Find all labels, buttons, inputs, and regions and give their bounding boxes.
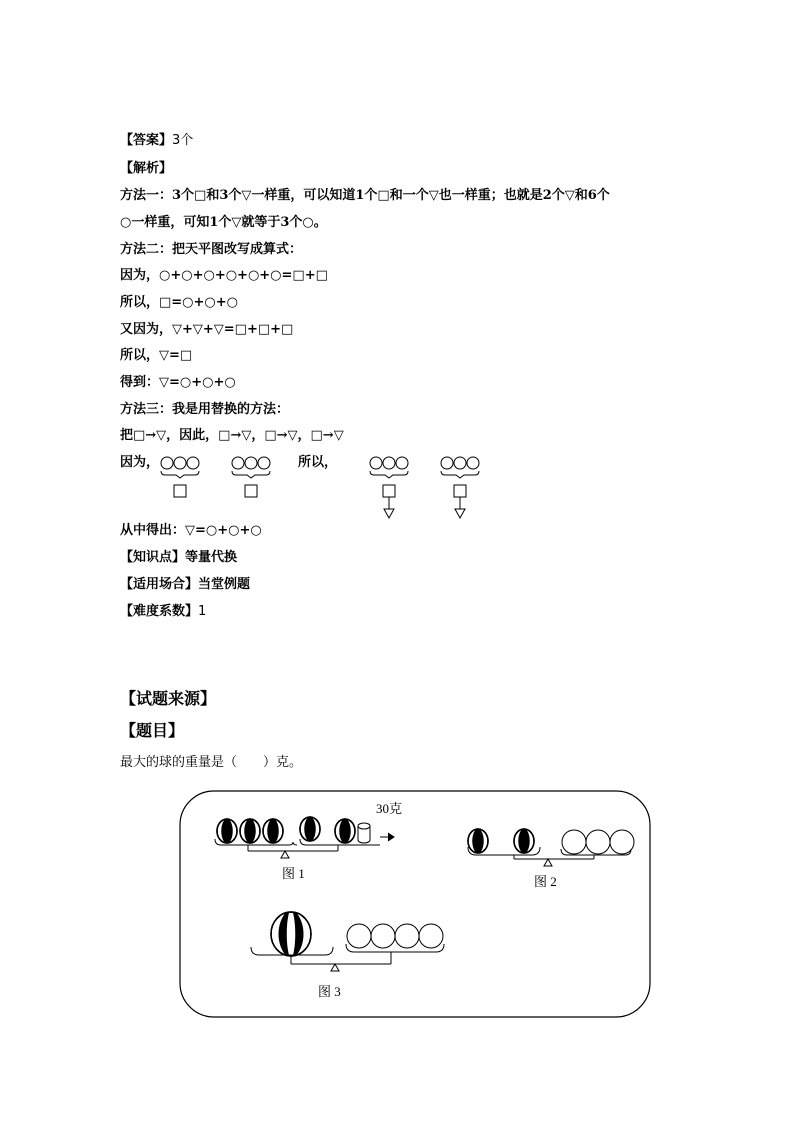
answer-label: 【答案】	[120, 133, 173, 148]
ball-icon	[240, 819, 260, 843]
method1-line2: ○一样重，可知1个▽就等于3个○。	[120, 215, 327, 230]
balance-1	[215, 801, 402, 881]
analysis-heading: 【解析】	[120, 161, 173, 176]
ball-icon	[300, 817, 320, 841]
knowledge-line	[120, 550, 237, 566]
difficulty-label: 【难度系数】	[120, 604, 199, 619]
method3-because: 因为，	[120, 455, 160, 470]
fig2-label: 图 2	[534, 874, 557, 889]
fig3-label: 图 3	[318, 984, 341, 999]
usage-label: 【适用场合】	[120, 577, 199, 592]
ball-icon	[468, 829, 488, 853]
method2-also: 又因为，▽+▽+▽=□+□+□	[120, 322, 294, 337]
ball-icon	[263, 819, 283, 843]
method3-replace: 把□→▽，因此，□→▽，□→▽，□→▽	[120, 428, 344, 443]
question-text: 最大的球的重量是（ ）克。	[120, 755, 303, 770]
replacement-diagram	[160, 454, 520, 519]
circle-group-2	[232, 457, 270, 497]
knowledge-value: 等量代换	[185, 550, 238, 565]
method3-title: 方法三：我是用替换的方法：	[120, 402, 290, 417]
weight-icon	[358, 823, 370, 843]
method2-so2: 所以，▽=□	[120, 348, 193, 363]
usage-line	[120, 577, 250, 593]
answer-line	[120, 133, 193, 149]
knowledge-label: 【知识点】	[120, 550, 186, 565]
method2-because: 因为，○+○+○+○+○+○=□+□	[120, 268, 328, 283]
source-heading: 【试题来源】	[120, 689, 217, 708]
ball-icon	[217, 819, 237, 843]
method1-line1: 方法一：3个□和3个▽一样重，可以知道1个□和一个▽也一样重；也就是2个▽和6个	[120, 188, 610, 203]
circle-group-4	[441, 457, 479, 518]
method3-so: 所以，	[298, 455, 338, 470]
balance-3	[251, 912, 444, 999]
ball-icon	[335, 819, 355, 843]
ball-icon	[514, 829, 534, 853]
weight-label: 30克	[376, 801, 403, 816]
method2-get: 得到：▽=○+○+○	[120, 375, 236, 390]
fig1-label: 图 1	[282, 866, 305, 881]
balance-2	[468, 829, 634, 889]
conclusion: 从中得出：▽=○+○+○	[120, 523, 262, 538]
method2-title: 方法二：把天平图改写成算式：	[120, 242, 303, 257]
usage-value: 当堂例题	[198, 577, 251, 592]
balance-figure	[178, 789, 653, 1019]
question-heading: 【题目】	[120, 721, 185, 740]
answer-value: 3个	[172, 133, 194, 148]
circle-group-3	[370, 457, 408, 518]
method2-so1: 所以，□=○+○+○	[120, 295, 238, 310]
circle-group-1	[161, 457, 199, 497]
difficulty-value: 1	[198, 604, 207, 619]
difficulty-line	[120, 604, 206, 620]
big-ball-icon	[271, 912, 311, 956]
